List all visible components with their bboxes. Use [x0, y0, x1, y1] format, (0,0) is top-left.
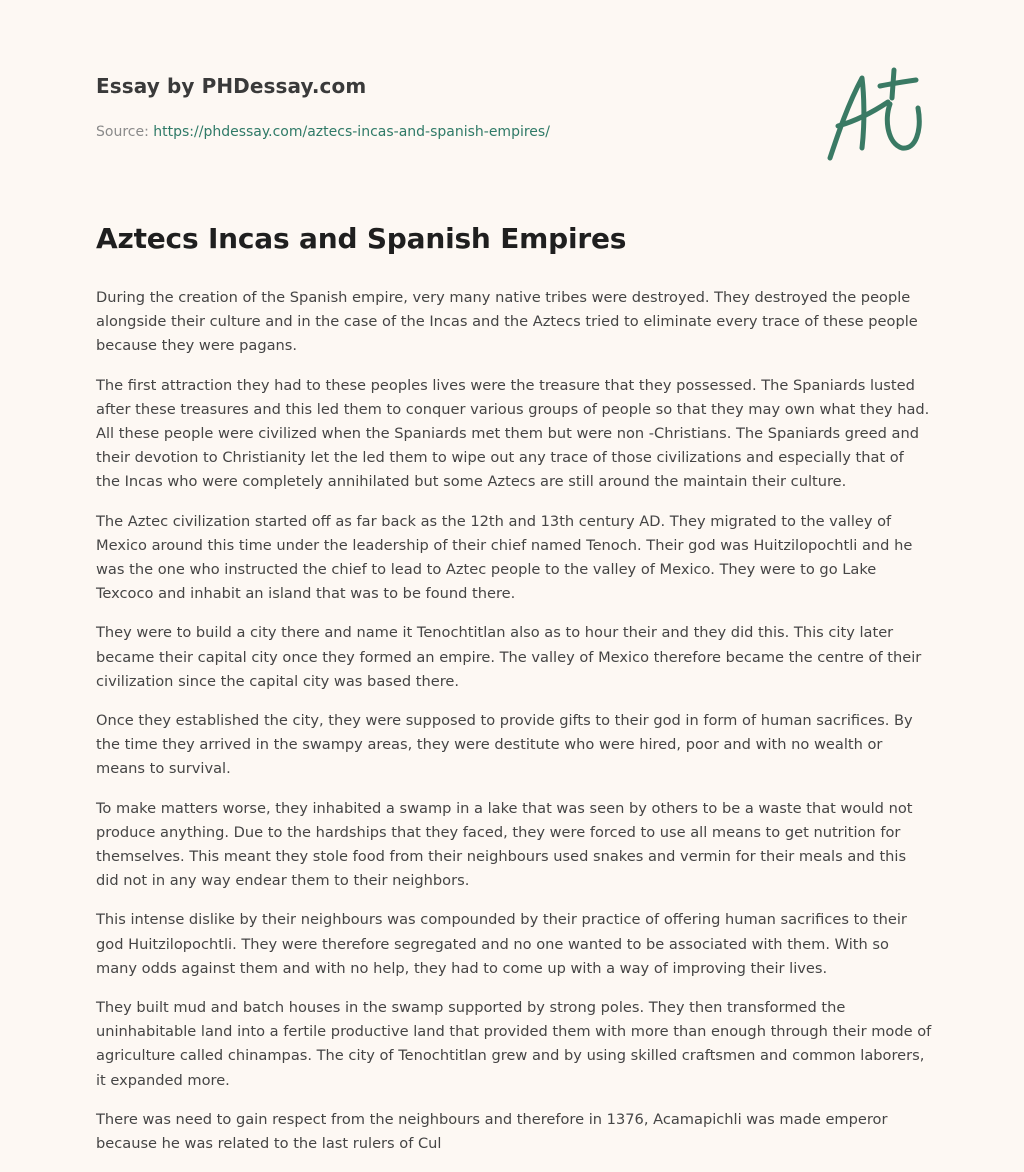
essay-paragraph: Once they established the city, they were supposed to provide gifts to their god in form of human sacrifices. By the time they arrived in the swampy areas, they were destitute who were hired, poor and with no wealth or means to survival.: [96, 712, 913, 778]
essay-paragraph: The first attraction they had to these peoples lives were the treasure that they possessed. The Spaniards lusted after these treasures and this led them to conquer various groups of people so that they may own what they had. All these people were civilized when the Spaniards met them but were non -Christians. The Spaniards greed and their devotion to Christianity let the led them to wipe out any trace of those civilizations and especially that of the Incas who were completely annihilated but some Aztecs are still around the maintain their culture.: [96, 376, 930, 491]
essay-title: Aztecs Incas and Spanish Empires: [96, 222, 627, 255]
essay-paragraph: They built mud and batch houses in the swamp supported by strong poles. They then transformed the uninhabitable land into a fertile productive land that provided them with more than enough through their mode of agriculture called chinampas. The city of Tenochtitlan grew and by using skilled craftsmen and common laborers, it expanded more.: [96, 999, 932, 1089]
essay-paragraph: The Aztec civilization started off as far back as the 12th and 13th century AD. They migrated to the valley of Mexico around this time under the leadership of their chief named Tenoch. Their god was Huitzilopochtli and he was the one who instructed the chief to lead to Aztec people to the valley of Mexico. They were to go Lake Texcoco and inhabit an island that was to be found there.: [96, 512, 913, 603]
a-plus-grade-icon: [818, 64, 930, 168]
source-label: Source:: [96, 124, 149, 140]
essay-paragraph: This intense dislike by their neighbours was compounded by their practice of offering human sacrifices to their god Huitzilopochtli. They were therefore segregated and no one wanted to be associated with them. With so many odds against them and with no help, they had to come up with a way of improving their lives.: [96, 911, 907, 977]
source-link[interactable]: https://phdessay.com/aztecs-incas-and-spanish-empires/: [153, 124, 550, 140]
essay-paragraph: To make matters worse, they inhabited a swamp in a lake that was seen by others to be a waste that would not produce anything. Due to the hardships that they faced, they were forced to use all means to get nutrition for themselves. This meant they stole food from their neighbours used snakes and vermin for their meals and this did not in any way endear them to their neighbors.: [96, 799, 913, 890]
essay-paragraph: There was need to gain respect from the neighbours and therefore in 1376, Acamapichli was made emperor because he was related to the last rulers of Cul: [96, 1110, 888, 1153]
brand-title: Essay by PHDessay.com: [96, 74, 367, 98]
essay-paragraph: During the creation of the Spanish empire, very many native tribes were destroyed. They destroyed the people alongside their culture and in the case of the Incas and the Aztecs tried to eliminate every trace of these people because they were pagans.: [96, 289, 918, 355]
page-header: [96, 74, 796, 140]
essay-paragraph: They were to build a city there and name it Tenochtitlan also as to hour their and they did this. This city later became their capital city once they formed an empire. The valley of Mexico therefore became the centre of their civilization since the capital city was based there.: [96, 624, 922, 690]
source-line: [96, 124, 550, 140]
essay-body: [96, 286, 932, 1171]
